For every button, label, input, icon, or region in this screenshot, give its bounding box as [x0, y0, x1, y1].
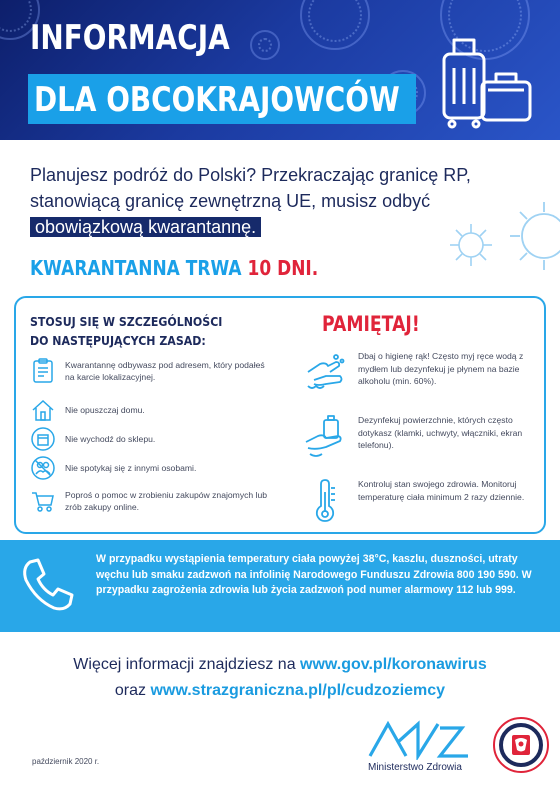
- hand-washing-icon: [302, 350, 348, 396]
- quarantine-label: KWARANTANNA TRWA: [30, 256, 248, 280]
- rule-item: [30, 455, 275, 481]
- rule-text: Kwarantannę odbywasz pod adresem, który podałeś na karcie lokalizacyjnej.: [65, 359, 265, 382]
- sanitary-inspection-seal: [492, 716, 550, 774]
- rule-item: [30, 426, 275, 452]
- rule-item: [30, 397, 275, 423]
- title-line-1: INFORMACJA: [30, 18, 230, 58]
- rule-text: Nie wychodź do sklepu.: [65, 433, 156, 444]
- virus-decoration: [250, 30, 280, 60]
- rule-text: Nie spotykaj się z innymi osobami.: [65, 462, 197, 473]
- rule-text: Nie opuszczaj domu.: [65, 404, 145, 415]
- rules-title: STOSUJ SIĘ W SZCZEGÓLNOŚCI DO NASTĘPUJĄCYCH ZASAD:: [30, 314, 223, 348]
- house-icon: [30, 397, 56, 423]
- luggage-icon: [436, 32, 536, 132]
- remember-title: PAMIĘTAJ!: [322, 312, 420, 336]
- disinfect-icon: [302, 414, 348, 460]
- phone-icon: [16, 554, 78, 616]
- quarantine-days: 10 DNI.: [247, 256, 319, 280]
- tip-text: Dezynfekuj powierzchnie, których często dotykasz (klamki, uchwyty, włączniki, ekran telefonu).: [358, 415, 523, 450]
- link-strazgraniczna[interactable]: www.strazgraniczna.pl/pl/cudzoziemcy: [150, 682, 446, 699]
- clipboard-icon: [30, 358, 56, 384]
- more-info-prefix: oraz: [114, 682, 151, 699]
- ministry-logo: [368, 718, 478, 760]
- tip-item: [302, 414, 534, 460]
- tip-text: Kontroluj stan swojego zdrowia. Monitoruj temperaturę ciała minimum 2 razy dziennie.: [358, 479, 525, 502]
- intro-text: Planujesz podróż do Polski? Przekraczając granicę RP, stanowiącą granicę zewnętrzną UE, musisz odbyć: [30, 165, 471, 211]
- rule-text: Poproś o pomoc w zrobieniu zakupów znajomych lub zrób zakupy online.: [65, 489, 268, 512]
- virus-decoration: [300, 0, 370, 50]
- thermometer-icon: [302, 478, 348, 524]
- alert-text: W przypadku wystąpienia temperatury ciała powyżej 38°C, kaszlu, duszności, utraty węchu lub smaku zadzwoń na infolinię Narodowego Funduszu Zdrowia 800 190 590. W przypadku zagrożenia zdrowia lub życia zadzwoń pod numer alarmowy 112 lub 999.: [96, 553, 532, 596]
- rule-item: [30, 358, 275, 384]
- quarantine-duration: [30, 256, 318, 280]
- rule-item: [30, 488, 275, 514]
- ministry-name: Ministerstwo Zdrowia: [368, 762, 462, 773]
- more-info-prefix: Więcej informacji znajdziesz na: [73, 656, 301, 673]
- tip-item: [302, 478, 534, 524]
- virus-icon: [498, 196, 560, 276]
- tip-item: [302, 350, 534, 396]
- no-meeting-icon: [30, 455, 56, 481]
- title-line-2: DLA OBCOKRAJOWCÓW: [34, 80, 400, 120]
- intro-highlight: obowiązkową kwarantannę.: [30, 217, 261, 237]
- more-info: [0, 652, 560, 704]
- shop-icon: [30, 426, 56, 452]
- link-gov-koronawirus[interactable]: www.gov.pl/koronawirus: [300, 656, 487, 673]
- virus-icon: [446, 220, 496, 270]
- tip-text: Dbaj o higienę rąk! Często myj ręce wodą z mydłem lub dezynfekuj je płynem na bazie alkoholu (min. 60%).: [358, 351, 524, 386]
- publication-date: październik 2020 r.: [32, 757, 100, 766]
- cart-icon: [30, 488, 56, 514]
